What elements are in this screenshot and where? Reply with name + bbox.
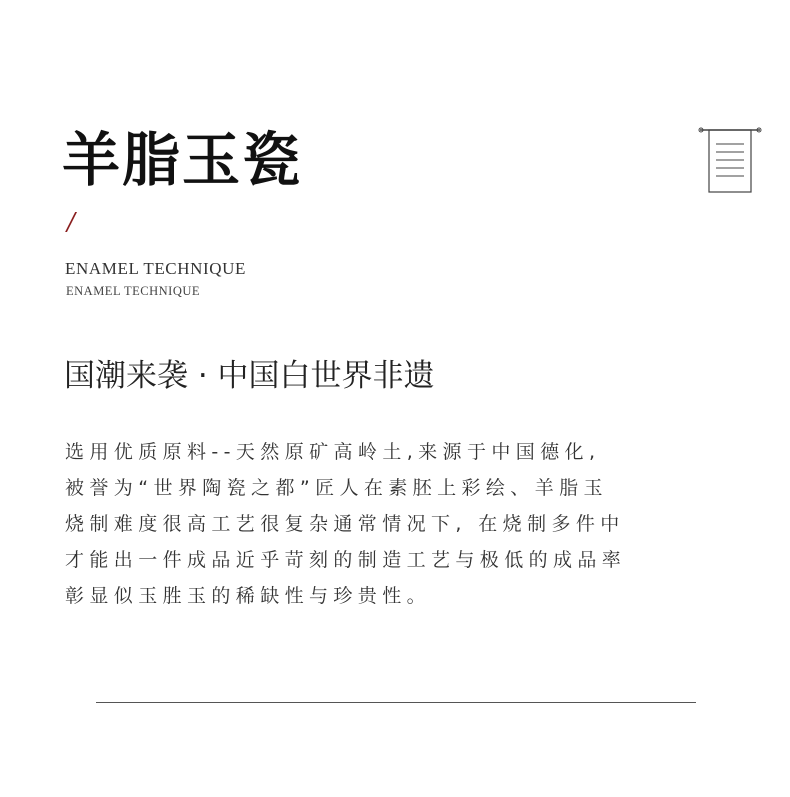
- paragraph-line: 选用优质原料--天然原矿高岭土,来源于中国德化,: [65, 441, 601, 463]
- section-heading: 国潮来袭 · 中国白世界非遗: [64, 358, 435, 394]
- scroll-document-icon: [698, 126, 762, 196]
- accent-slash: /: [67, 208, 76, 236]
- page-title: 羊脂玉瓷: [62, 126, 303, 194]
- paragraph-line: 彰显似玉胜玉的稀缺性与珍贵性。: [65, 585, 432, 607]
- paragraph-line: 才能出一件成品近乎苛刻的制造工艺与极低的成品率: [65, 549, 627, 571]
- subtitle-english-small: ENAMEL TECHNIQUE: [66, 284, 201, 298]
- bottom-divider: [96, 702, 696, 703]
- paragraph-line: 被誉为“世界陶瓷之都”匠人在素胚上彩绘、羊脂玉: [65, 477, 608, 499]
- paragraph-line: 烧制难度很高工艺很复杂通常情况下, 在烧制多件中: [65, 513, 625, 535]
- subtitle-english-large: ENAMEL TECHNIQUE: [65, 259, 246, 278]
- description-paragraph: [65, 434, 725, 614]
